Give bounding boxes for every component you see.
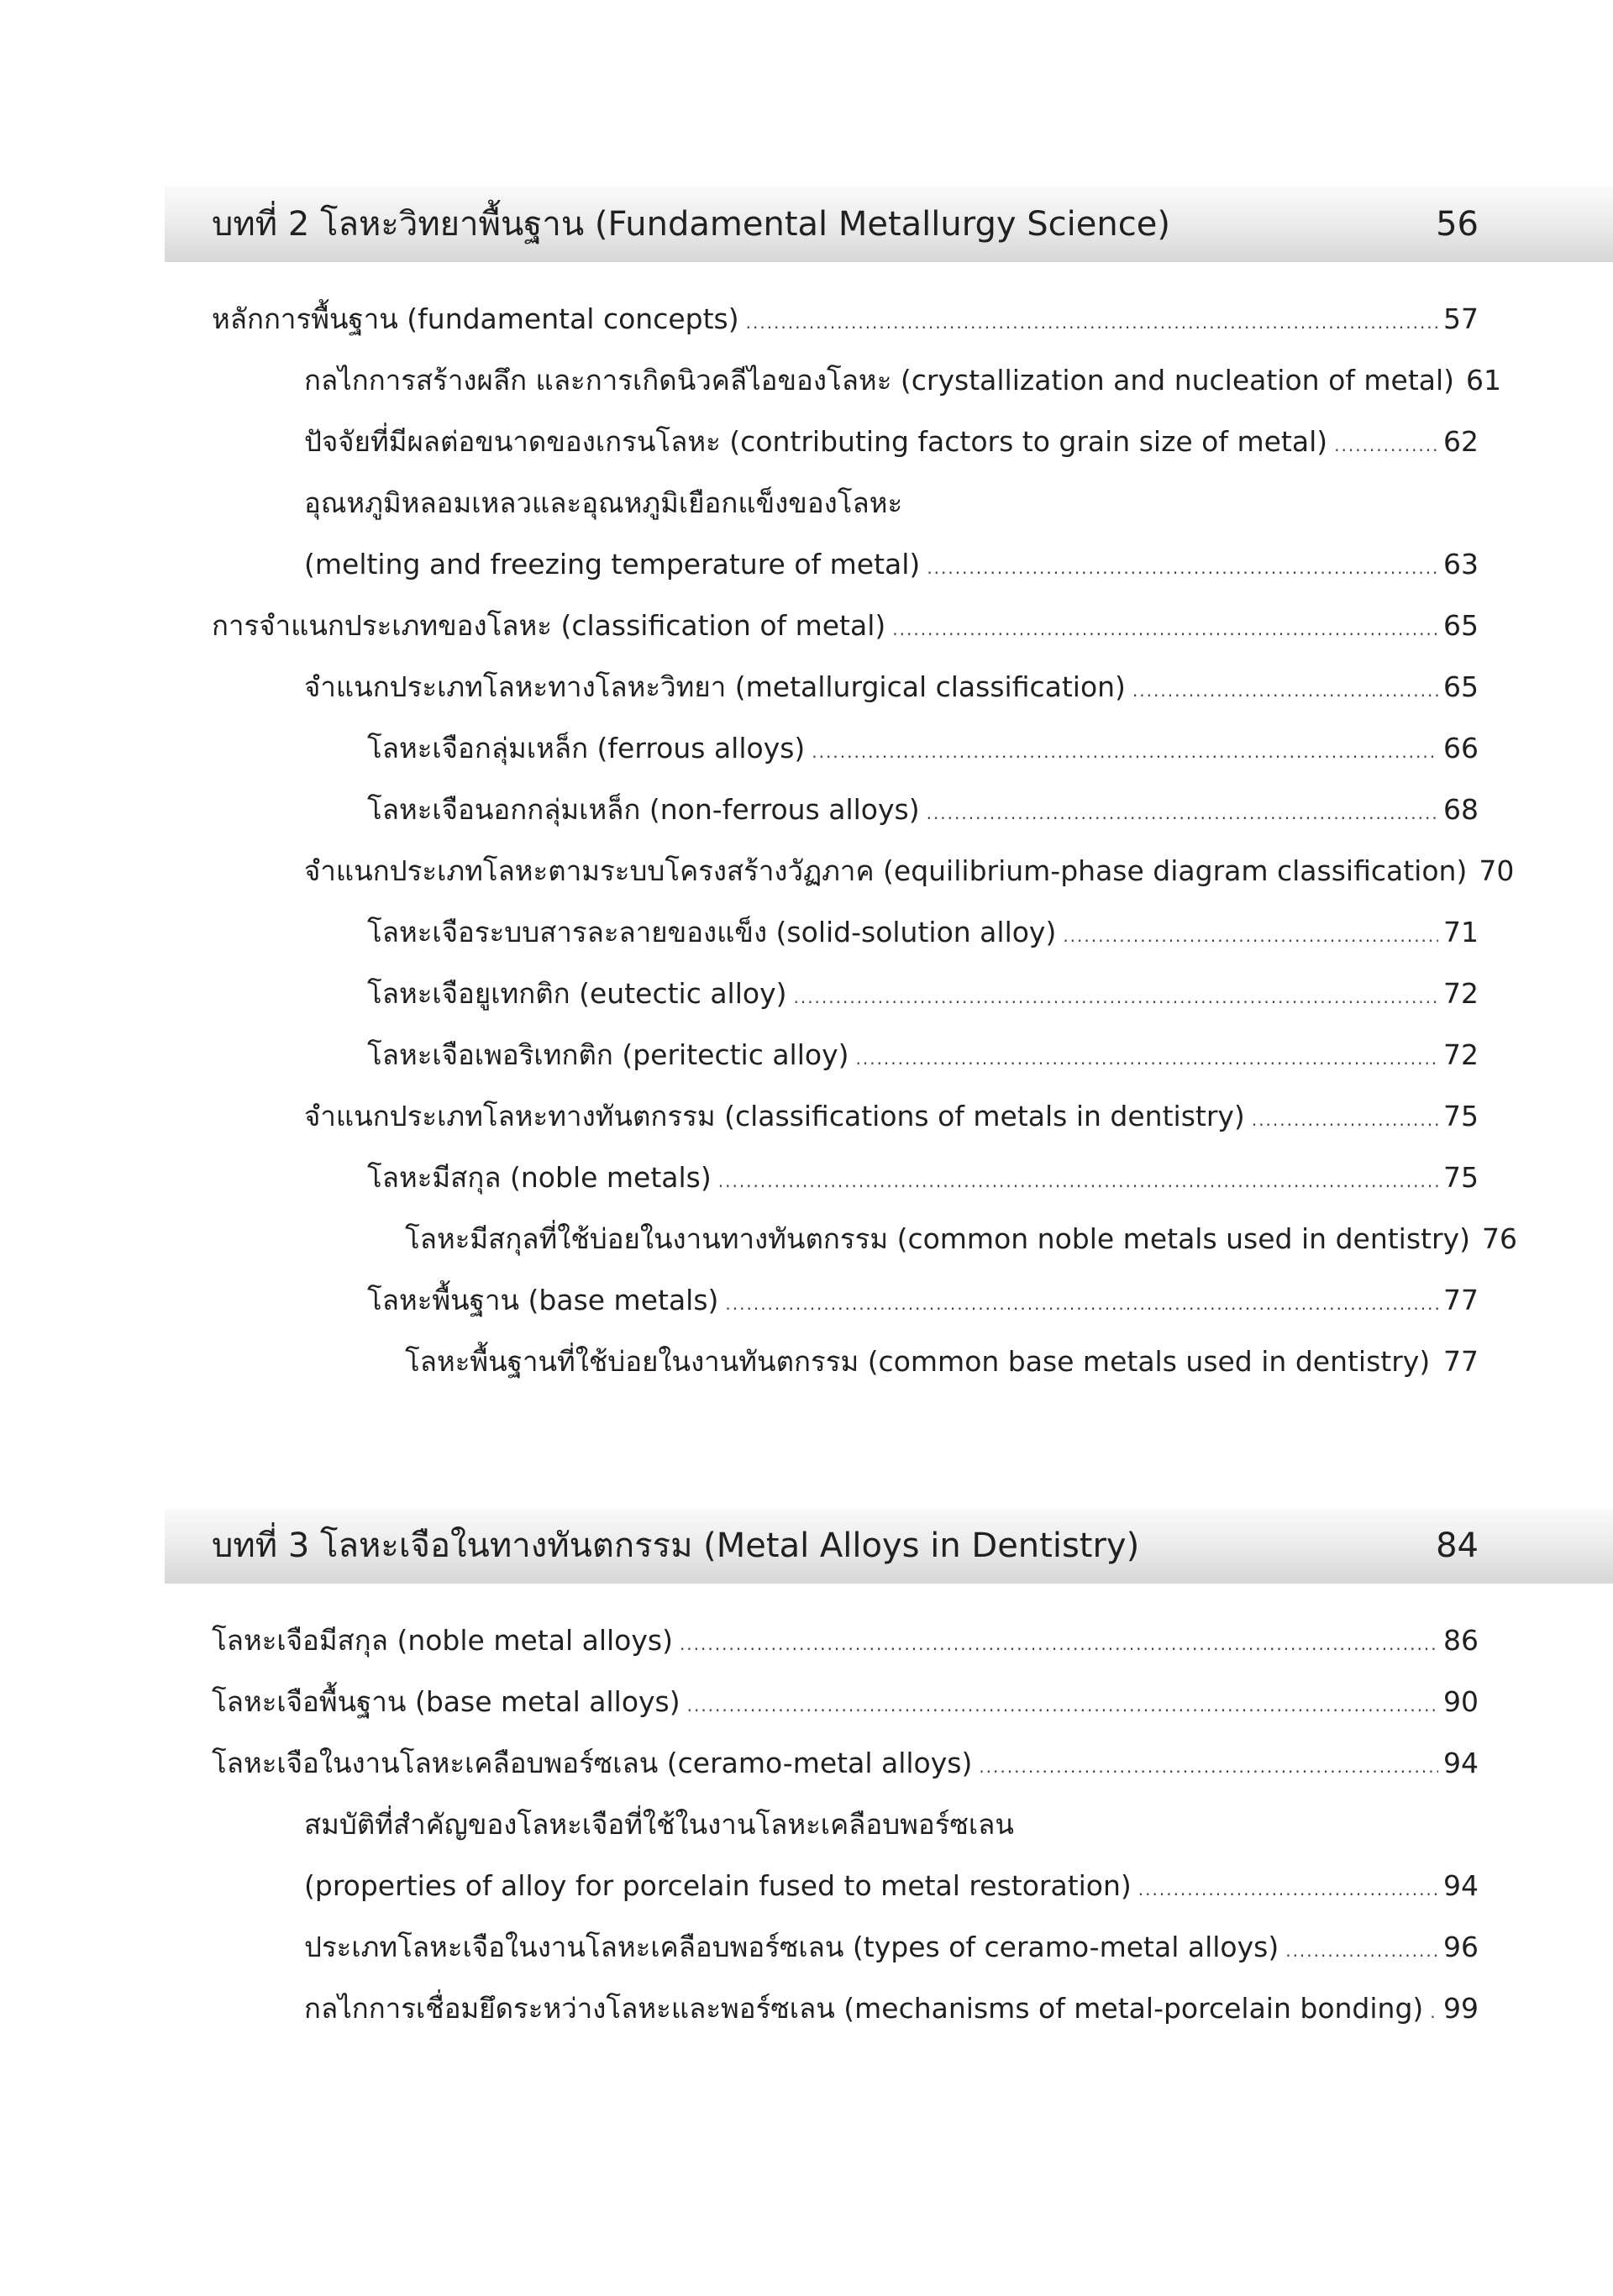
toc-entry-text: (properties of alloy for porcelain fused to metal restoration) (304, 1869, 1132, 1902)
toc-entry-text: จำแนกประเภทโลหะตามระบบโครงสร้างวัฏภาค (equilibrium-phase diagram classification) (304, 854, 1468, 887)
toc-entry-text: อุณหภูมิหลอมเหลวและอุณหภูมิเยือกแข็งของโลหะ (304, 486, 903, 519)
toc-entry[interactable] (212, 606, 1479, 646)
toc-entry[interactable] (367, 728, 1479, 769)
toc-entry-text: โลหะเจือนอกกลุ่มเหล็ก (non-ferrous alloys) (367, 793, 920, 826)
toc-entry-page: 76 (1481, 1222, 1517, 1255)
toc-entry-page: 72 (1443, 977, 1479, 1010)
toc-entry[interactable] (367, 790, 1479, 830)
toc-entry-text: โลหะพื้นฐาน (base metals) (367, 1284, 719, 1316)
toc-entry[interactable] (367, 1035, 1479, 1075)
dot-leader (687, 1685, 1438, 1726)
toc-entry[interactable] (304, 1927, 1479, 1968)
chapter-3-header (165, 1508, 1613, 1584)
dot-leader (1334, 425, 1438, 465)
toc-entry-text: สมบัติที่สำคัญของโลหะเจือที่ใช้ในงานโลหะเคลือบพอร์ซเลน (304, 1808, 1014, 1841)
toc-entry-page: 71 (1443, 916, 1479, 948)
dot-leader (892, 609, 1438, 649)
toc-entry[interactable] (367, 1158, 1479, 1198)
toc-entry-page: 86 (1443, 1624, 1479, 1657)
toc-entry-page: 70 (1479, 854, 1515, 887)
toc-entry-text: โลหะมีสกุลที่ใช้บ่อยในงานทางทันตกรรม (common noble metals used in dentistry) (405, 1222, 1470, 1255)
toc-entry-page: 90 (1443, 1685, 1479, 1718)
toc-entry[interactable] (212, 1743, 1479, 1784)
toc-entry-text: หลักการพื้นฐาน (fundamental concepts) (212, 302, 739, 335)
toc-entry-page: 57 (1443, 302, 1479, 335)
toc-entry-page: 62 (1443, 425, 1479, 458)
dot-leader (812, 732, 1438, 772)
toc-entry[interactable] (212, 1682, 1479, 1722)
dot-leader (746, 302, 1438, 343)
toc-entry-page: 94 (1443, 1747, 1479, 1779)
toc-entry-page: 94 (1443, 1869, 1479, 1902)
toc-entry-page: 96 (1443, 1931, 1479, 1963)
toc-entry[interactable] (304, 422, 1479, 462)
toc-entry[interactable] (304, 851, 1515, 891)
dot-leader (1063, 916, 1438, 956)
toc-entry-text: โลหะพื้นฐานที่ใช้บ่อยในงานทันตกรรม (common base metals used in dentistry) (405, 1345, 1431, 1378)
dot-leader (1437, 1345, 1438, 1385)
dot-leader (718, 1161, 1438, 1201)
toc-entry-page: 65 (1443, 670, 1479, 703)
chapter-2-page-number: 56 (1436, 205, 1479, 244)
toc-entry[interactable] (212, 299, 1479, 339)
toc-entry-page: 75 (1443, 1161, 1479, 1194)
toc-entry-page: 75 (1443, 1100, 1479, 1132)
toc-entry-text: โลหะเจือเพอริเทกติก (peritectic alloy) (367, 1038, 849, 1071)
dot-leader (856, 1038, 1439, 1079)
toc-entry-page: 77 (1443, 1284, 1479, 1316)
toc-entry-text: จำแนกประเภทโลหะทางทันตกรรม (classifications of metals in dentistry) (304, 1100, 1245, 1132)
toc-entry-text: ประเภทโลหะเจือในงานโลหะเคลือบพอร์ซเลน (types of ceramo-metal alloys) (304, 1931, 1279, 1963)
dot-leader (1430, 1992, 1438, 2032)
toc-entry[interactable] (367, 912, 1479, 953)
toc-entry-text: โลหะเจือกลุ่มเหล็ก (ferrous alloys) (367, 732, 806, 764)
toc-entry[interactable] (212, 1621, 1479, 1661)
toc-entry-text: โลหะเจือยูเทกติก (eutectic alloy) (367, 977, 787, 1010)
toc-entry-text: การจำแนกประเภทของโลหะ (classification of metal) (212, 609, 886, 642)
toc-entry[interactable] (304, 1096, 1479, 1137)
toc-entry-text: (melting and freezing temperature of metal) (304, 548, 921, 581)
dot-leader (1132, 670, 1438, 711)
toc-entry-text: กลไกการเชื่อมยึดระหว่างโลหะและพอร์ซเลน (mechanisms of metal-porcelain bonding) (304, 1992, 1424, 2025)
toc-entry[interactable] (304, 360, 1502, 401)
toc-entry[interactable] (367, 974, 1479, 1014)
toc-entry-page: 99 (1443, 1992, 1479, 2025)
toc-entry[interactable] (405, 1219, 1517, 1259)
chapter-3-page-number: 84 (1436, 1526, 1479, 1565)
dot-leader (1285, 1931, 1438, 1971)
toc-entry-page: 77 (1443, 1345, 1479, 1378)
toc-entry[interactable] (304, 1866, 1479, 1906)
toc-entry-page: 65 (1443, 609, 1479, 642)
dot-leader (793, 977, 1438, 1017)
dot-leader (927, 793, 1438, 833)
toc-entry-text: โลหะเจือพื้นฐาน (base metal alloys) (212, 1685, 680, 1718)
toc-entry-text: จำแนกประเภทโลหะทางโลหะวิทยา (metallurgical classification) (304, 670, 1126, 703)
chapter-2-title: บทที่ 2 โลหะวิทยาพื้นฐาน (Fundamental Metallurgy Science) (212, 205, 1170, 244)
toc-entry[interactable] (304, 667, 1479, 707)
dot-leader (927, 548, 1438, 588)
dot-leader (725, 1284, 1438, 1324)
dot-leader (1252, 1100, 1438, 1140)
toc-entry-page: 61 (1466, 364, 1502, 397)
toc-entry-page: 63 (1443, 548, 1479, 581)
toc-entry-page: 72 (1443, 1038, 1479, 1071)
toc-entry-text: กลไกการสร้างผลึก และการเกิดนิวคลีไอของโลหะ (crystallization and nucleation of metal) (304, 364, 1455, 397)
toc-entry[interactable] (304, 1989, 1479, 2029)
toc-entry[interactable] (367, 1280, 1479, 1321)
dot-leader (979, 1747, 1438, 1787)
toc-entry-text: ปัจจัยที่มีผลต่อขนาดของเกรนโลหะ (contributing factors to grain size of metal) (304, 425, 1328, 458)
chapter-2-header (165, 187, 1613, 262)
toc-entry[interactable] (304, 544, 1479, 585)
dot-leader (1138, 1869, 1438, 1910)
chapter-3-title: บทที่ 3 โลหะเจือในทางทันตกรรม (Metal Alloys in Dentistry) (212, 1526, 1140, 1565)
toc-entry[interactable] (405, 1342, 1479, 1382)
toc-entry-text: โลหะเจือในงานโลหะเคลือบพอร์ซเลน (ceramo-metal alloys) (212, 1747, 973, 1779)
toc-entry-page: 66 (1443, 732, 1479, 764)
toc-entry-text: โลหะมีสกุล (noble metals) (367, 1161, 712, 1194)
toc-entry-text: โลหะเจือระบบสารละลายของแข็ง (solid-solution alloy) (367, 916, 1057, 948)
toc-entry-page: 68 (1443, 793, 1479, 826)
dot-leader (680, 1624, 1438, 1664)
toc-entry-text: โลหะเจือมีสกุล (noble metal alloys) (212, 1624, 673, 1657)
